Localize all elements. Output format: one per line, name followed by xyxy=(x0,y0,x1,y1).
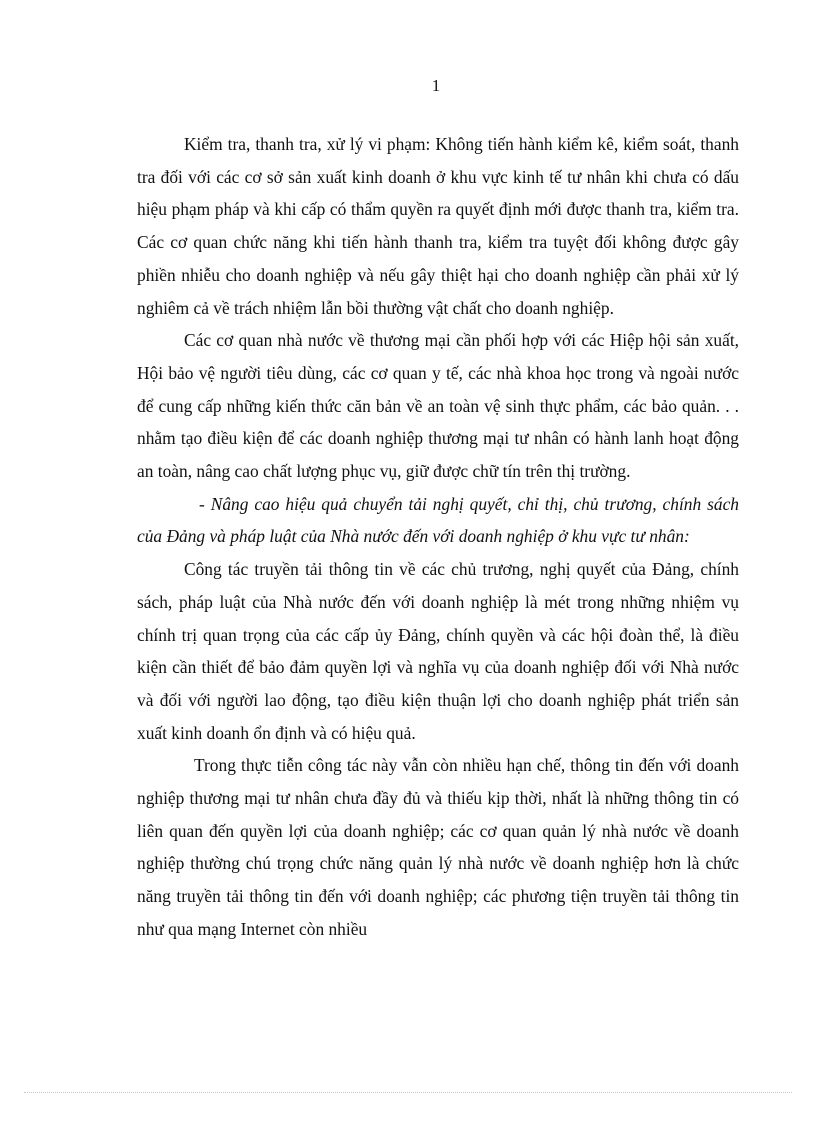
paragraph-communication-work: Công tác truyền tải thông tin về các chủ trương, nghị quyết của Đảng, chính sách, pháp luật của Nhà nước đến với doanh nghiệp là mét trong những nhiệm vụ chính trị quan trọng của các cấp ủy Đảng, chính quyền và các hội đoàn thể, là điều kiện cần thiết để bảo đảm quyền lợi và nghĩa vụ của doanh nghiệp đối với Nhà nước và đối với người lao động, tạo điều kiện thuận lợi cho doanh nghiệp phát triển sản xuất kinh doanh ổn định và có hiệu quả. xyxy=(137,559,739,743)
page-bottom-divider xyxy=(24,1092,792,1093)
paragraph-trade-agencies: Các cơ quan nhà nước về thương mại cần phối hợp với các Hiệp hội sản xuất, Hội bảo vệ người tiêu dùng, các cơ quan y tế, các nhà khoa học trong và ngoài nước để cung cấp những kiến thức căn bản về an toàn vệ sinh thực phẩm, các bảo quản. . . nhằm tạo điều kiện để các doanh nghiệp thương mại tư nhân có hành lanh hoạt động an toàn, nâng cao chất lượng phục vụ, giữ được chữ tín trên thị trường. xyxy=(137,330,739,482)
paragraph-limitations: Trong thực tiễn công tác này vẫn còn nhiều hạn chế, thông tin đến với doanh nghiệp thương mại tư nhân chưa đầy đủ và thiếu kịp thời, nhất là những thông tin có liên quan đến quyền lợi của doanh nghiệp; các cơ quan quản lý nhà nước về doanh nghiệp thường chú trọng chức năng quản lý nhà nước về doanh nghiệp hơn là chức năng truyền tải thông tin đến với doanh nghiệp; các phương tiện truyền tải thông tin như qua mạng Internet còn nhiều xyxy=(137,755,739,939)
document-body xyxy=(137,128,739,946)
paragraph-heading-italic: - Nâng cao hiệu quả chuyển tải nghị quyết, chỉ thị, chủ trương, chính sách của Đảng và pháp luật của Nhà nước đến với doanh nghiệp ở khu vực tư nhân: xyxy=(137,493,739,547)
paragraph-inspection: Kiểm tra, thanh tra, xử lý vi phạm: Không tiến hành kiểm kê, kiểm soát, thanh tra đối với các cơ sở sản xuất kinh doanh ở khu vực kinh tế tư nhân khi chưa có dấu hiệu phạm pháp và khi cấp có thẩm quyền ra quyết định mới được thanh tra, kiểm tra. Các cơ quan chức năng khi tiến hành thanh tra, kiểm tra tuyệt đối không được gây phiền nhiễu cho doanh nghiệp và nếu gây thiệt hại cho doanh nghiệp cần phải xử lý nghiêm cả về trách nhiệm lẫn bồi thường vật chất cho doanh nghiệp. xyxy=(137,134,739,318)
page-number: 1 xyxy=(431,76,441,95)
